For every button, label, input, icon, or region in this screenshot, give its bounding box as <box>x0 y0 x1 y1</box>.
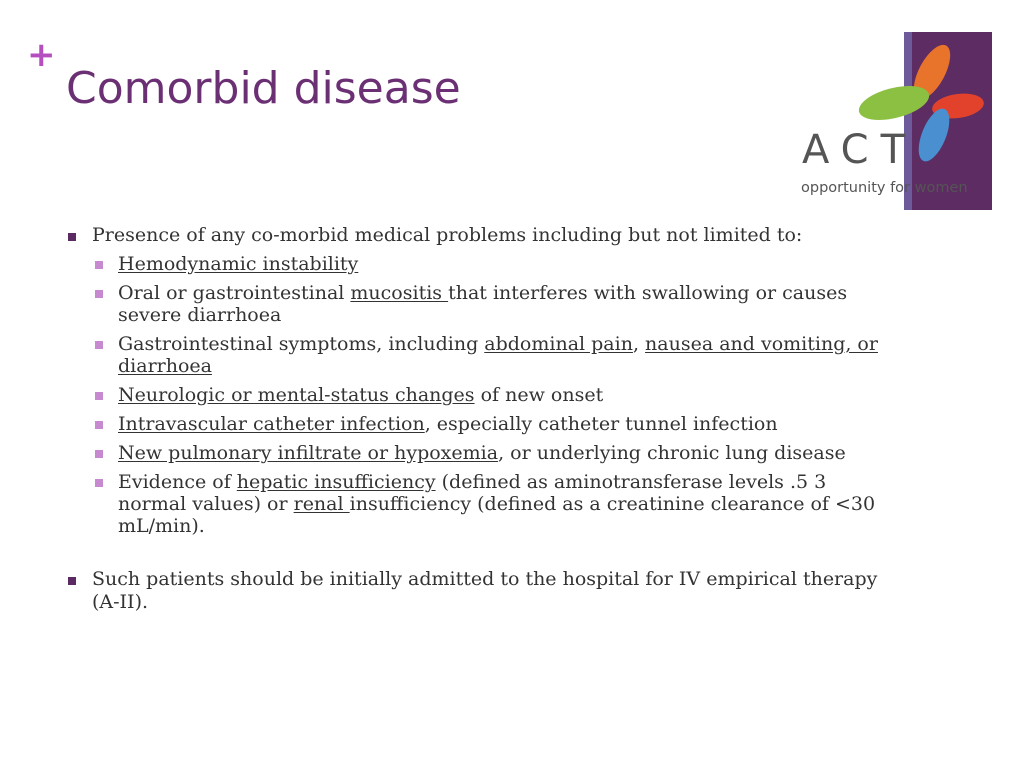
hemodynamic-instability-link[interactable]: Hemodynamic instability <box>118 253 359 275</box>
sub-bullet-item <box>92 333 896 377</box>
bullet-text: Presence of any co-morbid medical problems including but not limited to: <box>92 224 803 246</box>
sub-bullet-text: of new onset <box>474 384 604 406</box>
sub-bullet-item <box>92 253 896 275</box>
sub-bullet-item <box>92 471 896 537</box>
plus-mark: + <box>27 35 56 75</box>
spacer <box>66 544 896 568</box>
hepatic-insufficiency-link[interactable]: hepatic insufficiency <box>236 471 436 493</box>
logo-tagline: opportunity for women <box>801 181 968 196</box>
sub-bullet-text: , especially catheter tunnel infection <box>424 413 778 435</box>
bullet-list <box>66 224 896 537</box>
nausea-vomiting-link[interactable]: nausea and vomiting, or diarrhoea <box>118 333 878 377</box>
sub-bullet-item <box>92 442 896 464</box>
catheter-infection-link[interactable]: Intravascular catheter infection <box>118 413 425 435</box>
sub-bullet-item <box>92 282 896 326</box>
sub-bullet-text: Evidence of <box>118 471 237 493</box>
slide-body <box>66 224 896 614</box>
logo-wordmark: ACT <box>802 127 918 173</box>
abdominal-pain-link[interactable]: abdominal pain <box>484 333 633 355</box>
slide-title: Comorbid disease <box>66 63 461 114</box>
pulmonary-infiltrate-link[interactable]: New pulmonary infiltrate or hypoxemia <box>118 442 499 464</box>
sub-bullet-text: , or underlying chronic lung disease <box>498 442 846 464</box>
sub-bullet-list <box>92 253 896 537</box>
sub-bullet-item <box>92 413 896 435</box>
bullet-text: Such patients should be initially admitted to the hospital for IV empirical therapy (A-II). <box>92 568 878 613</box>
bullet-item <box>66 568 896 614</box>
sub-bullet-item <box>92 384 896 406</box>
sub-bullet-text: insufficiency (defined as a creatinine clearance of <30 mL/min). <box>118 493 876 537</box>
act-logo <box>798 28 998 214</box>
sub-bullet-text: that interferes with swallowing or causes severe diarrhoea <box>118 282 848 326</box>
bullet-item <box>66 224 896 537</box>
sub-bullet-text: , <box>632 333 646 355</box>
neurologic-changes-link[interactable]: Neurologic or mental-status changes <box>118 384 475 406</box>
mucositis-link[interactable]: mucositis <box>350 282 449 304</box>
sub-bullet-text: (defined as aminotransferase levels .5 3 normal values) or <box>118 471 827 515</box>
bullet-list <box>66 568 896 614</box>
renal-link[interactable]: renal <box>293 493 350 515</box>
sub-bullet-text: Gastrointestinal symptoms, including <box>118 333 485 355</box>
sub-bullet-text: Oral or gastrointestinal <box>118 282 351 304</box>
